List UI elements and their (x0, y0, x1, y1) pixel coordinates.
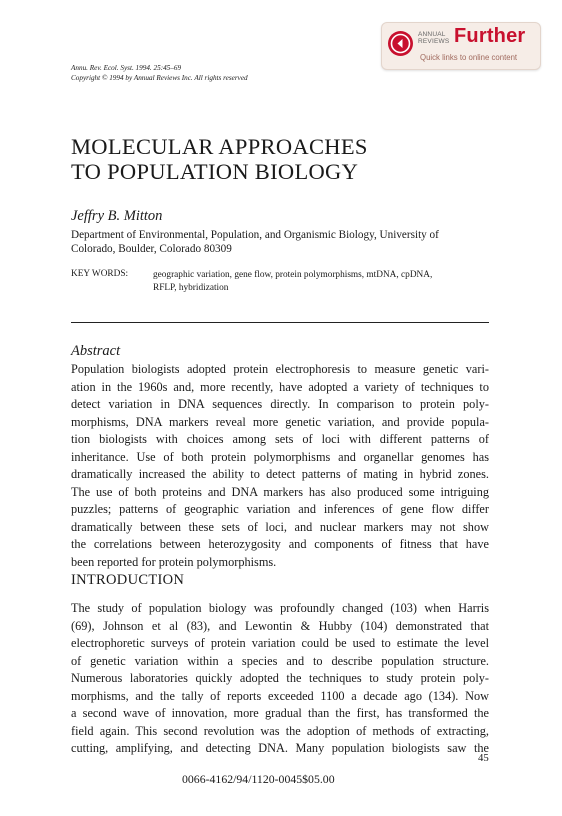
keywords-label: KEY WORDS: (71, 269, 129, 279)
introduction-line: The study of population biology was profoundly changed (103) when Harris (71, 601, 489, 615)
abstract-line: puzzles; patterns of geographic variation and inferences of gene flow differ (71, 502, 489, 516)
abstract-line: inheritance. Use of both protein polymorphisms and organellar genomes has (71, 449, 489, 464)
introduction-line: cutting, amplifying, and detecting DNA. Many population biologists saw the (71, 741, 489, 755)
abstract-line: tion biologists with choices among sets of loci with different patterns of (71, 432, 489, 446)
affiliation-line: Colorado, Boulder, Colorado 80309 (71, 243, 232, 255)
title-line: MOLECULAR APPROACHES (71, 134, 368, 159)
abstract-line: detect variation in DNA sequences directly. In comparison to protein poly- (71, 397, 489, 411)
abstract-line: ation in the 1960s and, more recently, have adopted a variety of techniques to (71, 379, 489, 394)
abstract-line: dramatically between these sets of loci, and nuclear markers may not show (71, 519, 489, 534)
introduction-line: electrophoretic surveys of protein variation could be used to estimate the level (71, 636, 489, 650)
author-affiliation (71, 228, 491, 256)
annual-reviews-logo-text: ANNUAL REVIEWS (418, 31, 450, 45)
keywords-list (153, 269, 493, 295)
further-subtitle: Quick links to online content (420, 53, 518, 62)
abstract-line: Population biologists adopted protein electrophoresis to measure genetic vari- (71, 362, 489, 376)
abstract-paragraph (71, 361, 489, 571)
citation-line: Annu. Rev. Ecol. Syst. 1994. 25:45–69 (71, 64, 182, 72)
introduction-line: (69), Johnson et al (83), and Lewontin & Hubby (104) demonstrated that (71, 618, 489, 633)
footer-code: 0066-4162/94/1120-0045$05.00 (182, 772, 335, 786)
keywords-line: RFLP, hybridization (153, 283, 229, 293)
affiliation-line: Department of Environmental, Population, and Organismic Biology, University of (71, 229, 439, 241)
further-badge[interactable] (381, 22, 541, 70)
abstract-line: the correlations between heterozygosity and components of fitness that have (71, 537, 489, 551)
further-wordmark: Further (454, 25, 526, 47)
abstract-line: morphisms, DNA markers reveal more genetic variation, and provide popula- (71, 414, 489, 429)
abstract-line: The use of both proteins and DNA markers has also produced some intriguing (71, 484, 489, 499)
introduction-paragraph (71, 600, 489, 758)
title-line: TO POPULATION BIOLOGY (71, 159, 359, 184)
abstract-line: been reported for protein polymorphisms. (71, 554, 277, 569)
play-arrow-icon (388, 31, 413, 56)
introduction-line: field again. This second revolution was the adoption of methods of extracting, (71, 723, 489, 738)
introduction-heading: INTRODUCTION (71, 572, 185, 588)
page-number: 45 (478, 752, 489, 764)
introduction-line: of genetic variation within a species and to describe population structure. (71, 653, 489, 668)
author-name: Jeffry B. Mitton (71, 208, 163, 224)
keywords-line: geographic variation, gene flow, protein polymorphisms, mtDNA, cpDNA, (153, 270, 433, 280)
introduction-line: morphisms, and the tally of reports exceeded 1100 a decade ago (134). Now (71, 688, 489, 703)
abstract-heading: Abstract (71, 343, 121, 359)
introduction-line: a second wave of innovation, more gradual than the first, has transformed the (71, 706, 489, 720)
introduction-line: Numerous laboratories quickly adopted the techniques to study protein poly- (71, 671, 489, 685)
abstract-line: dramatically increased the ability to detect patterns of mating in hybrid zones. (71, 467, 489, 481)
copyright-line: Copyright © 1994 by Annual Reviews Inc. All rights reserved (71, 74, 248, 82)
article-title (71, 134, 368, 184)
section-divider (71, 322, 489, 323)
journal-citation (71, 63, 248, 83)
